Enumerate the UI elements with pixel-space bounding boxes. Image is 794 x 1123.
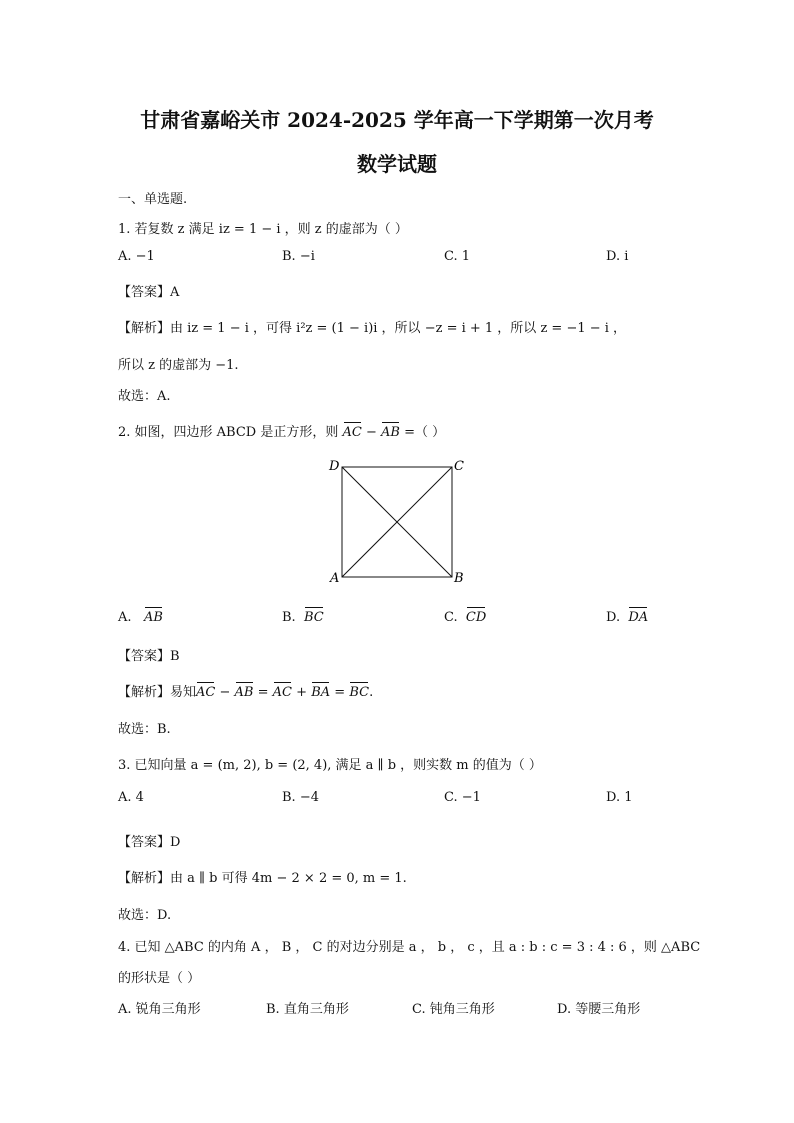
vector-ab: AB [234, 685, 254, 700]
option-letter: C. [444, 610, 458, 625]
question-1-analysis [118, 317, 626, 336]
question-2-conclusion: 故选：B. [118, 722, 171, 737]
vector-ac: AC [196, 685, 216, 700]
section-heading: 一、单选题. [118, 192, 188, 207]
question-3-stem: 3. 已知向量 a = (m, 2), b = (2, 4), 满足 a ∥ b ，则实数 m 的值为（ ） [118, 758, 542, 773]
question-3-answer [118, 831, 180, 850]
question-3-option-b: B. −4 [282, 790, 319, 805]
question-4-option-b: B. 直角三角形 [266, 1002, 349, 1017]
question-3-option-c: C. −1 [444, 790, 481, 805]
vertex-label-c: C [454, 459, 464, 474]
vector-ab: AB [381, 425, 400, 440]
vertex-label-a: A [330, 571, 340, 586]
answer-value: B [170, 649, 180, 664]
stem-text: 2. 如图，四边形 ABCD 是正方形，则 [118, 425, 339, 440]
vector-da: DA [628, 610, 649, 625]
question-1-option-b: B. −i [282, 249, 315, 264]
question-3-option-d: D. 1 [606, 790, 633, 805]
answer-label: 【答案】 [118, 649, 171, 664]
question-2-stem [118, 421, 445, 440]
question-2-option-a [118, 610, 163, 625]
answer-value: A [170, 285, 180, 300]
document-subtitle: 数学试题 [357, 152, 437, 176]
question-3-analysis [118, 867, 407, 886]
question-4-stem-line-2: 的形状是（ ） [118, 971, 201, 986]
analysis-text: 由 a ∥ b 可得 4m − 2 × 2 = 0, m = 1. [170, 871, 407, 886]
question-2-option-d [606, 610, 648, 625]
question-1-option-a: A. −1 [118, 249, 155, 264]
answer-label: 【答案】 [118, 835, 171, 850]
question-2-analysis [118, 681, 373, 700]
operator: = [253, 685, 273, 700]
vector-cd: CD [465, 610, 487, 625]
option-letter: D. [606, 610, 621, 625]
question-1-option-d: D. i [606, 249, 629, 264]
question-4-stem-line-1: 4. 已知 △ABC 的内角 A ， B ， C 的对边分别是 a ， b ， c ，且 a : b : c = 3 : 4 : 6 ，则 △ABC [118, 940, 701, 955]
operator: = [330, 685, 350, 700]
vertex-label-b: B [454, 571, 464, 586]
operator: − [215, 685, 235, 700]
question-4-option-d: D. 等腰三角形 [557, 1002, 641, 1017]
question-1-conclusion: 故选：A. [118, 389, 171, 404]
square-abcd-figure [320, 455, 480, 590]
analysis-label: 【解析】 [118, 871, 171, 886]
vector-ba: BA [311, 685, 331, 700]
question-1-analysis-line-2: 所以 z 的虚部为 −1. [118, 358, 239, 373]
vector-ac: AC [272, 685, 293, 700]
analysis-line-1: 由 iz = 1 − i ，可得 i²z = (1 − i)i ，所以 −z = i + 1 ，所以 z = −1 − i ， [170, 321, 627, 336]
minus-sign: − [361, 425, 382, 440]
option-letter: A. [118, 610, 132, 625]
question-3-option-a: A. 4 [118, 790, 144, 805]
question-3-conclusion: 故选：D. [118, 908, 172, 923]
question-2-option-b [282, 610, 324, 625]
question-4-option-a: A. 锐角三角形 [118, 1002, 201, 1017]
question-1-answer [118, 281, 179, 300]
stem-suffix: =（ ） [399, 425, 446, 440]
question-1-option-c: C. 1 [444, 249, 471, 264]
vector-bc: BC [303, 610, 324, 625]
vector-bc: BC [349, 685, 370, 700]
operator: . [369, 685, 374, 700]
vector-ac: AC [342, 425, 362, 440]
question-2-option-c [444, 610, 486, 625]
answer-value: D [170, 835, 181, 850]
question-2-answer [118, 645, 180, 664]
question-4-option-c: C. 钝角三角形 [412, 1002, 495, 1017]
answer-label: 【答案】 [118, 285, 171, 300]
vertex-label-d: D [329, 459, 340, 474]
analysis-text: 易知 [170, 685, 197, 700]
question-1-stem: 1. 若复数 z 满足 iz = 1 − i ，则 z 的虚部为（ ） [118, 222, 408, 237]
vector-ab: AB [143, 610, 163, 625]
analysis-label: 【解析】 [118, 685, 171, 700]
document-title: 甘肃省嘉峪关市 2024-2025 学年高一下学期第一次月考 [140, 108, 654, 132]
analysis-label: 【解析】 [118, 321, 171, 336]
operator: + [292, 685, 312, 700]
option-letter: B. [282, 610, 296, 625]
